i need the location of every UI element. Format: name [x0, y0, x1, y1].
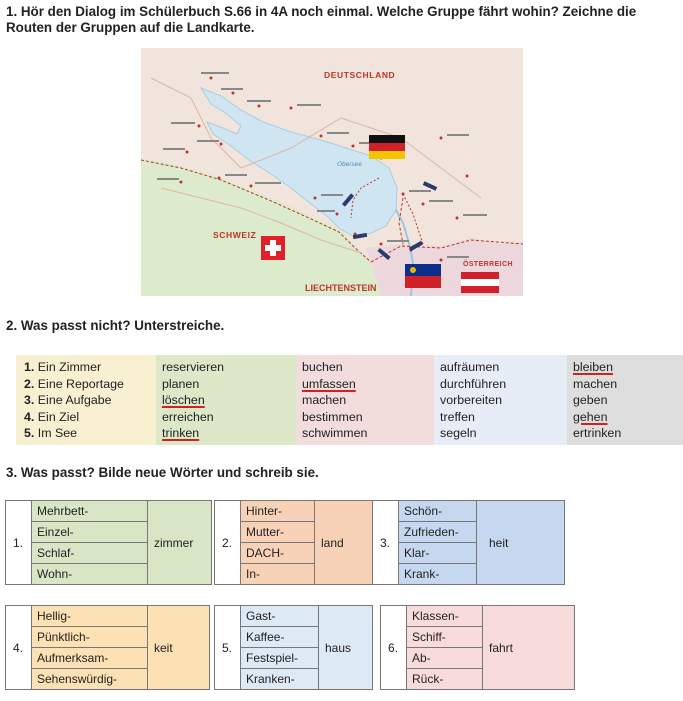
verb-option[interactable]: treffen: [440, 409, 475, 424]
label-austria: ÖSTERREICH: [463, 261, 513, 268]
word-prefix: Krank-: [399, 564, 477, 585]
word-group-3: [372, 500, 565, 585]
word-group-4: [5, 605, 210, 690]
group-number: 5.: [215, 606, 241, 690]
word-group-2: [214, 500, 373, 585]
map-lake-constance: [141, 48, 523, 296]
word-prefix: Hinter-: [241, 501, 315, 522]
verb-option[interactable]: [162, 392, 296, 409]
germany-flag-icon: [369, 135, 405, 159]
label-liechtenstein: LIECHTENSTEIN: [305, 283, 377, 293]
switzerland-flag-icon: [261, 236, 285, 260]
group-number: 6.: [381, 606, 407, 690]
verb-option[interactable]: [162, 425, 296, 442]
map-graphic: [141, 48, 523, 296]
verb-option[interactable]: machen: [573, 376, 618, 391]
label-switzerland: SCHWEIZ: [213, 230, 257, 240]
underlined-verb: löschen: [162, 393, 205, 408]
verb-option[interactable]: bestimmen: [302, 409, 363, 424]
group-number: 4.: [6, 606, 32, 690]
word-prefix: Hellig-: [32, 606, 148, 627]
verb-column-1: [156, 355, 296, 445]
verb-option[interactable]: [302, 376, 434, 393]
word-prefix: Wohn-: [32, 564, 148, 585]
verb-option[interactable]: ertrinken: [573, 426, 622, 441]
group-number: 1.: [6, 501, 32, 585]
word-suffix: land: [315, 501, 373, 585]
word-prefix: Aufmerksam-: [32, 648, 148, 669]
word-prefix: Schiff-: [407, 627, 483, 648]
underlined-verb: gehen: [573, 409, 608, 424]
word-table: [16, 355, 683, 445]
underlined-verb: umfassen: [302, 376, 356, 391]
word-prefix: Schön-: [399, 501, 477, 522]
word-prefix: DACH-: [241, 543, 315, 564]
underlined-verb: trinken: [162, 426, 200, 441]
word-prefix: Einzel-: [32, 522, 148, 543]
word-suffix: haus: [319, 606, 373, 690]
verb-option[interactable]: vorbereiten: [440, 393, 502, 408]
verb-option[interactable]: erreichen: [162, 409, 214, 424]
verb-option[interactable]: durchführen: [440, 376, 507, 391]
verb-option[interactable]: [573, 409, 683, 426]
verb-option[interactable]: segeln: [440, 426, 477, 441]
verb-option[interactable]: planen: [162, 376, 200, 391]
word-suffix: fahrt: [483, 606, 575, 690]
word-suffix: heit: [477, 501, 565, 585]
liechtenstein-flag-icon: [405, 264, 441, 288]
phrase-row: 4. Ein Ziel: [24, 409, 80, 424]
phrase-row: 3. Eine Aufgabe: [24, 393, 112, 408]
verb-option[interactable]: machen: [302, 393, 347, 408]
phrase-column: [16, 355, 156, 445]
group-number: 3.: [373, 501, 399, 585]
verb-column-2: [296, 355, 434, 445]
word-group-1: [5, 500, 212, 585]
task-1-title: 1. Hör den Dialog im Schülerbuch S.66 in 4A noch einmal. Welche Gruppe fährt wohin? Zeichne die Routen der Gruppen auf die Landkarte.: [6, 4, 637, 35]
verb-column-3: [434, 355, 567, 445]
word-prefix: Mutter-: [241, 522, 315, 543]
verb-option[interactable]: schwimmen: [302, 426, 368, 441]
word-prefix: Mehrbett-: [32, 501, 148, 522]
word-prefix: Rück-: [407, 669, 483, 690]
task-2-title: 2. Was passt nicht? Unterstreiche.: [6, 318, 225, 333]
word-prefix: Sehenswürdig-: [32, 669, 148, 690]
underlined-verb: bleiben: [573, 360, 613, 374]
verb-option[interactable]: buchen: [302, 360, 343, 374]
word-group-6: [380, 605, 575, 690]
verb-option[interactable]: [573, 359, 683, 376]
word-prefix: In-: [241, 564, 315, 585]
word-prefix: Gast-: [241, 606, 319, 627]
word-prefix: Zufrieden-: [399, 522, 477, 543]
phrase-row: 2. Eine Reportage: [24, 376, 124, 391]
word-prefix: Kranken-: [241, 669, 319, 690]
phrase-row: 1. Ein Zimmer: [24, 360, 102, 374]
group-number: 2.: [215, 501, 241, 585]
word-prefix: Klar-: [399, 543, 477, 564]
verb-option[interactable]: geben: [573, 393, 608, 408]
phrase-row: 5. Im See: [24, 426, 78, 441]
verb-option[interactable]: reservieren: [162, 360, 224, 374]
word-suffix: keit: [148, 606, 210, 690]
task-3-title: 3. Was passt? Bilde neue Wörter und schreib sie.: [6, 465, 319, 480]
word-prefix: Ab-: [407, 648, 483, 669]
word-prefix: Pünktlich-: [32, 627, 148, 648]
verb-column-4: [567, 355, 683, 445]
word-prefix: Festspiel-: [241, 648, 319, 669]
word-prefix: Kaffee-: [241, 627, 319, 648]
austria-flag-icon: [461, 272, 499, 293]
word-suffix: zimmer: [148, 501, 212, 585]
word-prefix: Schlaf-: [32, 543, 148, 564]
label-lake: Obersee: [337, 161, 362, 168]
label-germany: DEUTSCHLAND: [324, 70, 396, 80]
word-group-5: [214, 605, 373, 690]
word-prefix: Klassen-: [407, 606, 483, 627]
verb-option[interactable]: aufräumen: [440, 360, 500, 374]
